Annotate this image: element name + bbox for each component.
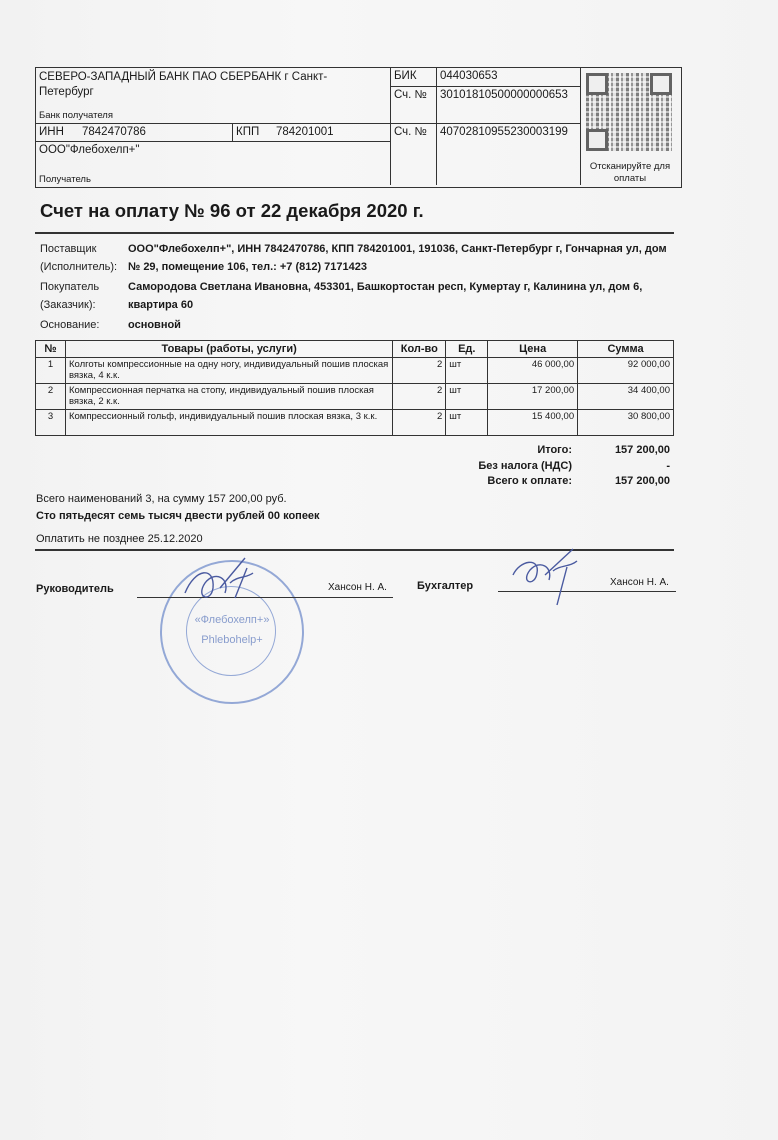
col-header-price: Цена	[488, 341, 578, 358]
items-table	[35, 340, 674, 436]
corr-account-value: 30101810500000000653	[440, 89, 568, 101]
vat-label: Без налога (НДС)	[478, 460, 572, 472]
row-qty: 2	[393, 410, 446, 436]
stamp-name-en: Phlebohelp+	[201, 634, 263, 646]
row-price: 46 000,00	[488, 358, 578, 384]
kpp-label: КПП	[236, 126, 260, 138]
table-header-row	[36, 341, 674, 358]
row-number: 3	[36, 410, 66, 436]
invoice-title: Счет на оплату № 96 от 22 декабря 2020 г.	[40, 200, 424, 221]
col-header-sum: Сумма	[578, 341, 674, 358]
row-sum: 30 800,00	[578, 410, 674, 436]
qr-code	[586, 73, 672, 151]
basis-value: основной	[128, 319, 181, 331]
row-qty: 2	[393, 358, 446, 384]
row-price: 15 400,00	[488, 410, 578, 436]
corr-account-label: Сч. №	[394, 89, 427, 101]
row-name: Компрессионный гольф, индивидуальный пошив плоская вязка, 3 к.к.	[65, 410, 392, 436]
basis-label: Основание:	[40, 319, 100, 331]
col-header-unit: Ед.	[446, 341, 488, 358]
buyer-value: Самородова Светлана Ивановна, 453301, Башкортостан респ, Кумертау г, Калинина ул, дом 6, квартира 60	[128, 281, 643, 311]
row-unit: шт	[446, 410, 488, 436]
title-underline	[35, 232, 674, 234]
row-unit: шт	[446, 384, 488, 410]
supplier-value: ООО"Флебохелп+", ИНН 7842470786, КПП 784201001, 191036, Санкт-Петербург г, Гончарная ул, дом № 29, помещение 106, тел.: +7 (812) 7171423	[128, 243, 667, 273]
qr-caption: Отсканируйте для оплаты	[589, 161, 671, 184]
amount-in-words: Сто пятьдесят семь тысяч двести рублей 00 копеек	[36, 510, 320, 522]
account-value: 40702810955230003199	[440, 126, 568, 138]
accountant-label: Бухгалтер	[417, 580, 474, 592]
row-price: 17 200,00	[488, 384, 578, 410]
account-label: Сч. №	[394, 126, 427, 138]
total-label: Итого:	[537, 444, 572, 456]
row-number: 2	[36, 384, 66, 410]
accountant-signature	[505, 545, 590, 610]
bank-label: Банк получателя	[39, 110, 113, 121]
vat-value: -	[666, 460, 670, 472]
head-label: Руководитель	[36, 583, 114, 595]
supplier-label: Поставщик (Исполнитель):	[40, 243, 118, 273]
table-row	[36, 384, 674, 410]
col-header-number: №	[36, 341, 66, 358]
total-value: 157 200,00	[614, 444, 670, 456]
accountant-name: Хансон Н. А.	[610, 577, 669, 588]
recipient-label: Получатель	[39, 174, 91, 185]
due-label: Всего к оплате:	[487, 475, 572, 487]
row-number: 1	[36, 358, 66, 384]
stamp-name-ru: «Флебохелп+»	[194, 614, 270, 626]
row-sum: 34 400,00	[578, 384, 674, 410]
table-row	[36, 410, 674, 436]
due-value: 157 200,00	[614, 475, 670, 487]
inn-value: 7842470786	[82, 126, 146, 138]
inn-label: ИНН	[39, 126, 64, 138]
head-name: Хансон Н. А.	[328, 582, 387, 593]
row-name: Компрессионная перчатка на стопу, индивидуальный пошив плоская вязка, 2 к.к.	[65, 384, 392, 410]
items-count-line: Всего наименований 3, на сумму 157 200,00 руб.	[36, 493, 287, 505]
bik-value: 044030653	[440, 70, 498, 82]
bank-name: СЕВЕРО-ЗАПАДНЫЙ БАНК ПАО СБЕРБАНК г Санкт-Петербург	[39, 71, 328, 98]
row-qty: 2	[393, 384, 446, 410]
row-name: Колготы компрессионные на одну ногу, индивидуальный пошив плоская вязка, 4 к.к.	[65, 358, 392, 384]
bank-details-table	[35, 67, 682, 188]
payment-deadline: Оплатить не позднее 25.12.2020	[36, 533, 203, 545]
row-sum: 92 000,00	[578, 358, 674, 384]
col-header-goods: Товары (работы, услуги)	[65, 341, 392, 358]
col-header-qty: Кол-во	[393, 341, 446, 358]
row-unit: шт	[446, 358, 488, 384]
bik-label: БИК	[394, 70, 417, 82]
buyer-label: Покупатель (Заказчик):	[40, 281, 100, 311]
recipient-name: ООО"Флебохелп+"	[39, 144, 140, 156]
head-signature	[175, 548, 265, 618]
kpp-value: 784201001	[276, 126, 334, 138]
table-row	[36, 358, 674, 384]
